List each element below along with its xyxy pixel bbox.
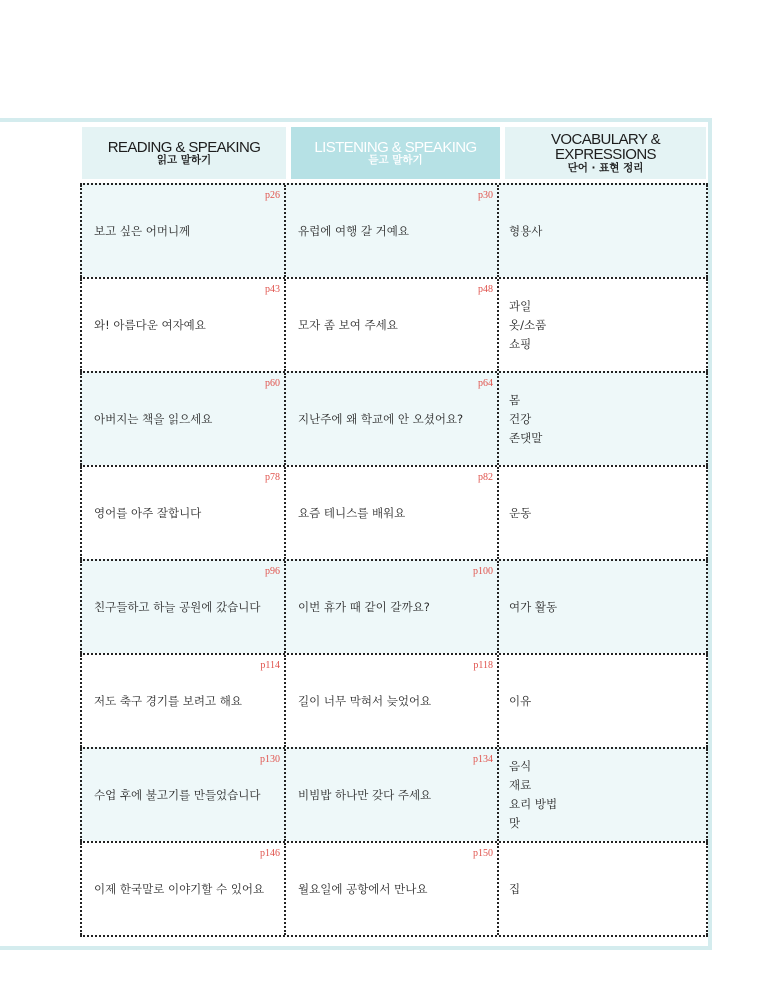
header-vocab-en1: VOCABULARY & xyxy=(551,130,660,148)
listening-cell[interactable] xyxy=(286,185,499,277)
reading-page-number: p78 xyxy=(265,472,280,483)
vocab-cell[interactable] xyxy=(499,185,708,277)
reading-page-number: p26 xyxy=(265,190,280,201)
vocab-item: 몸 xyxy=(509,392,521,407)
reading-title: 아버지는 책을 읽으세요 xyxy=(94,412,213,426)
listening-page-number: p82 xyxy=(478,472,493,483)
listening-page-number: p150 xyxy=(473,848,493,859)
reading-title: 저도 축구 경기를 보려고 해요 xyxy=(94,694,242,708)
reading-page-number: p114 xyxy=(260,660,280,671)
reading-page-number: p96 xyxy=(265,566,280,577)
header-listening-ko: 듣고 말하기 xyxy=(368,154,423,167)
vocab-cell[interactable] xyxy=(499,467,708,559)
vocab-item: 존댓말 xyxy=(509,430,543,445)
header-reading xyxy=(82,127,286,179)
reading-cell[interactable] xyxy=(80,467,286,559)
reading-cell[interactable] xyxy=(80,749,286,841)
reading-page-number: p130 xyxy=(260,754,280,765)
table-row xyxy=(80,747,708,841)
vocab-item: 쇼핑 xyxy=(509,336,532,351)
listening-cell[interactable] xyxy=(286,655,499,747)
table-row xyxy=(80,465,708,559)
vocab-item: 여가 활동 xyxy=(509,599,558,614)
reading-title: 수업 후에 불고기를 만들었습니다 xyxy=(94,788,261,802)
header-listening-en: LISTENING & SPEAKING xyxy=(314,138,477,156)
listening-page-number: p64 xyxy=(478,378,493,389)
table-row xyxy=(80,559,708,653)
reading-title: 보고 싶은 어머니께 xyxy=(94,224,191,238)
reading-cell[interactable] xyxy=(80,655,286,747)
reading-cell[interactable] xyxy=(80,185,286,277)
listening-page-number: p48 xyxy=(478,284,493,295)
listening-title: 이번 휴가 때 같이 갈까요? xyxy=(298,600,430,614)
listening-title: 모자 좀 보여 주세요 xyxy=(298,318,398,332)
vocab-cell[interactable] xyxy=(499,749,708,841)
vocab-cell[interactable] xyxy=(499,561,708,653)
reading-title: 이제 한국말로 이야기할 수 있어요 xyxy=(94,882,265,896)
contents-table xyxy=(80,183,708,937)
listening-title: 비빔밥 하나만 갖다 주세요 xyxy=(298,788,432,802)
listening-cell[interactable] xyxy=(286,749,499,841)
listening-cell[interactable] xyxy=(286,467,499,559)
vocab-cell[interactable] xyxy=(499,843,708,935)
vocab-item: 맛 xyxy=(509,816,521,830)
reading-page-number: p146 xyxy=(260,848,280,859)
vocab-item: 재료 xyxy=(509,778,532,792)
listening-title: 월요일에 공항에서 만나요 xyxy=(298,882,428,896)
table-row xyxy=(80,183,708,277)
table-row xyxy=(80,841,708,937)
vocab-item: 운동 xyxy=(509,505,532,520)
reading-cell[interactable] xyxy=(80,843,286,935)
header-vocab-en2: EXPRESSIONS xyxy=(555,146,656,164)
reading-cell[interactable] xyxy=(80,373,286,465)
vocab-item: 과일 xyxy=(509,298,532,313)
vocab-cell[interactable] xyxy=(499,279,708,371)
reading-cell[interactable] xyxy=(80,279,286,371)
listening-page-number: p100 xyxy=(473,566,493,577)
vocab-cell[interactable] xyxy=(499,373,708,465)
vocab-item: 형용사 xyxy=(509,223,543,238)
header-vocab-ko: 단어 · 표현 정리 xyxy=(567,162,644,175)
reading-title: 와! 아름다운 여자예요 xyxy=(94,318,206,332)
vocab-item: 음식 xyxy=(509,759,532,773)
listening-cell[interactable] xyxy=(286,561,499,653)
header-reading-ko: 읽고 말하기 xyxy=(156,154,212,167)
listening-cell[interactable] xyxy=(286,279,499,371)
header-vocab xyxy=(505,127,706,179)
reading-page-number: p60 xyxy=(265,378,280,389)
listening-title: 유럽에 여행 갈 거예요 xyxy=(298,224,409,238)
listening-page-number: p118 xyxy=(473,660,493,671)
table-row xyxy=(80,277,708,371)
listening-title: 길이 너무 막혀서 늦었어요 xyxy=(298,694,432,708)
vocab-cell[interactable] xyxy=(499,655,708,747)
header-listening xyxy=(291,127,500,179)
listening-title: 요즘 테니스를 배워요 xyxy=(298,506,406,520)
reading-title: 친구들하고 하늘 공원에 갔습니다 xyxy=(94,600,261,614)
vocab-item: 건강 xyxy=(509,411,532,426)
listening-page-number: p134 xyxy=(473,754,493,765)
listening-cell[interactable] xyxy=(286,373,499,465)
table-row xyxy=(80,653,708,747)
listening-cell[interactable] xyxy=(286,843,499,935)
reading-title: 영어를 아주 잘합니다 xyxy=(94,506,202,520)
vocab-item: 이유 xyxy=(509,693,532,708)
table-row xyxy=(80,371,708,465)
vocab-item: 집 xyxy=(509,881,521,896)
vocab-item: 요리 방법 xyxy=(509,797,558,811)
reading-page-number: p43 xyxy=(265,284,280,295)
reading-cell[interactable] xyxy=(80,561,286,653)
listening-title: 지난주에 왜 학교에 안 오셨어요? xyxy=(298,412,464,426)
vocab-item: 옷/소품 xyxy=(509,317,547,332)
header-reading-en: READING & SPEAKING xyxy=(107,138,261,156)
listening-page-number: p30 xyxy=(478,190,493,201)
